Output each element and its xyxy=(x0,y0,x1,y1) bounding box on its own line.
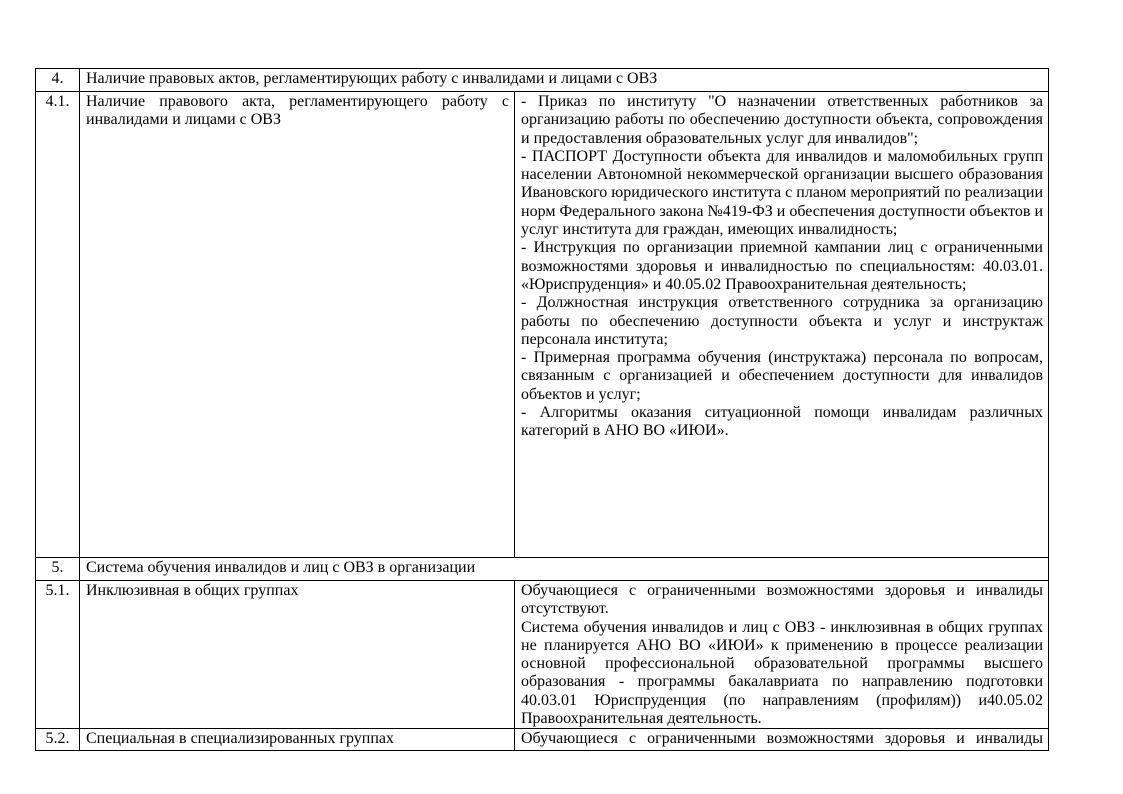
value-paragraph: - Должностная инструкция ответственного сотрудника за организацию работы по обеспечению доступности объекта и услуг и инструктаж персонала института; xyxy=(521,294,1043,348)
value-paragraph: Система обучения инвалидов и лиц с ОВЗ - инклюзивная в общих группах не планируется АНО ВО «ИЮИ» к применению в процессе реализации основной профессиональной образовательной программы высшего образования - программы бакалавриата по направлению подготовки 40.03.01 Юриспруденция (по направлениям (профилям)) и40.05.02 Правоохранительная деятельность. xyxy=(521,618,1043,728)
value-paragraph: - Инструкция по организации приемной кампании лиц с ограниченными возможностями здоровья и инвалидностью по специальностям: 40.03.01. «Юриспруденция» и 40.05.02 Правоохранительная деятельность; xyxy=(521,239,1043,293)
row-5-1-value xyxy=(515,581,1049,729)
row-5-number: 5. xyxy=(36,558,80,581)
table-row-4-1 xyxy=(36,92,1049,558)
row-4-section-title: Наличие правовых актов, регламентирующих работу с инвалидами и лицами с ОВЗ xyxy=(80,69,1049,92)
table-row-5 xyxy=(36,558,1049,581)
row-5-2-label: Специальная в специализированных группах xyxy=(80,729,515,751)
row-5-1-number: 5.1. xyxy=(36,581,80,729)
value-paragraph: Обучающиеся с ограниченными возможностями здоровья и инвалиды xyxy=(521,730,1043,748)
value-paragraph: - Алгоритмы оказания ситуационной помощи инвалидам различных категорий в АНО ВО «ИЮИ». xyxy=(521,404,1043,440)
row-5-2-number: 5.2. xyxy=(36,729,80,751)
table-row-5-1 xyxy=(36,581,1049,729)
row-5-1-label: Инклюзивная в общих группах xyxy=(80,581,515,729)
table-row-4 xyxy=(36,69,1049,92)
value-paragraph: - ПАСПОРТ Доступности объекта для инвалидов и маломобильных групп населении Автономной некоммерческой организации высшего образования Ивановского юридического института с планом мероприятий по реализации норм Федерального закона №419-ФЗ и обеспечения доступности объектов и услуг института для граждан, имеющих инвалидность; xyxy=(521,147,1043,239)
row-5-section-title: Система обучения инвалидов и лиц с ОВЗ в организации xyxy=(80,558,1049,581)
row-4-1-value xyxy=(515,92,1049,558)
row-4-number: 4. xyxy=(36,69,80,92)
value-paragraph: Обучающиеся с ограниченными возможностями здоровья и инвалиды отсутствуют. xyxy=(521,582,1043,618)
row-5-2-value xyxy=(515,729,1049,751)
accessibility-report-table xyxy=(35,68,1049,751)
value-paragraph: - Примерная программа обучения (инструктажа) персонала по вопросам, связанным с организацией и обеспечением доступности для инвалидов объектов и услуг; xyxy=(521,349,1043,403)
value-paragraph: - Приказ по институту "О назначении ответственных работников за организацию работы по обеспечению доступности объекта, сопровождения и предоставления образовательных услуг для инвалидов"; xyxy=(521,93,1043,147)
row-4-1-label: Наличие правового акта, регламентирующего работу с инвалидами и лицами с ОВЗ xyxy=(80,92,515,558)
table-row-5-2 xyxy=(36,729,1049,751)
row-4-1-number: 4.1. xyxy=(36,92,80,558)
